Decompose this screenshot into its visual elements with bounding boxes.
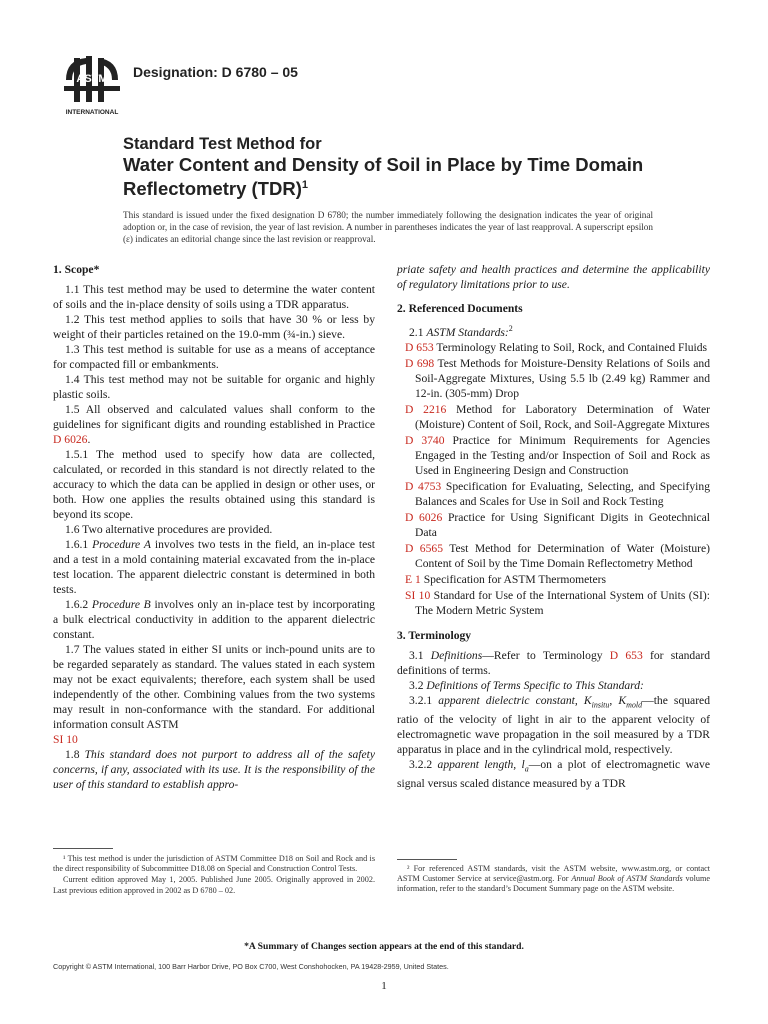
scope-1-6-1-num: 1.6.1 [65, 538, 89, 551]
scope-1-7-text: 1.7 The values stated in either SI units or inch-pound units are to be regarded separately as standard. The values stated in each system may not be exact equivalents; therefore, each system shall be used independently of the other. Combining values from the two systems may result in non-conformance with the standard. For additional information consult ASTM [53, 643, 375, 731]
scope-1-8-text: This standard does not purport to address all of the safety concerns, if any, associated with its use. It is the responsibility of the user of this standard to establish appro- [53, 748, 375, 791]
scope-heading: 1. Scope* [53, 263, 100, 276]
reference-title: Test Method for Determination of Water (Moisture) Content of Soil by the Time Domain Reflectometry Method [415, 541, 710, 570]
scope-1-6: 1.6 Two alternative procedures are provided. [65, 523, 273, 536]
ref-sub-sup: 2 [508, 324, 513, 333]
standard-notice: This standard is issued under the fixed designation D 6780; the number immediately following the designation indicates the year of original adoption or, in the case of revision, the year of last revision. A number in parentheses indicates the year of last reapproval. A superscript epsilon (ε) indicates an editorial change since the last revision or reapproval. [123, 210, 653, 244]
reference-list [397, 340, 710, 618]
term-3-1-text: —Refer to Terminology [482, 648, 603, 662]
reference-code-link[interactable]: D 653 [405, 340, 434, 354]
footnote-2-italic: Annual Book of ASTM Standards [571, 874, 683, 884]
reference-title: Terminology Relating to Soil, Rock, and Contained Fluids [436, 340, 708, 354]
procedure-b-label: Procedure B [91, 598, 151, 611]
reference-code-link[interactable]: D 6565 [405, 541, 443, 555]
term-3-2-1-num: 3.2.1 [409, 693, 433, 707]
reference-item [397, 572, 710, 587]
scope-1-5-1: 1.5.1 The method used to specify how data are collected, calculated, or recorded in this standard is not directly related to the accuracy to which the data can be applied in design or other uses, or both. How one applies the results obtained using this standard is beyond its scope. [53, 448, 375, 521]
scope-1-8-num: 1.8 [65, 748, 80, 761]
reference-code-link[interactable]: D 4753 [405, 479, 442, 493]
scope-1-6-1-text: involves two tests in the field, an in-place test and a test in a mold containing material excavated from the in-place test location. The apparent dielectric constant is determined in both tests. [53, 538, 376, 596]
astm-standards-subheading [397, 321, 710, 340]
title-line1: Standard Test Method for [123, 135, 322, 153]
page-number: 1 [381, 980, 387, 992]
scope-1-7 [53, 642, 375, 747]
footnote-1-edition: Current edition approved May 1, 2005. Published June 2005. Originally approved in 2002. Last previous edition approved in 2002 as D 6780 – 02. [53, 875, 375, 895]
astm-logo [60, 52, 124, 118]
reference-title: Practice for Minimum Requirements for Agencies Engaged in the Testing and/or Inspection of Soil and Rock as Used in Engineering Design and Construction [415, 433, 710, 477]
term-3-1 [397, 648, 710, 678]
logo-text: ASTM [76, 73, 108, 85]
term-3-2-num: 3.2 [409, 678, 424, 692]
title-footnote-mark: 1 [301, 179, 308, 191]
reference-code-link[interactable]: D 2216 [405, 402, 447, 416]
term-3-2-label: Definitions of Terms Specific to This Standard: [426, 678, 644, 692]
term-3-2-1-term: apparent dielectric constant, [438, 693, 578, 707]
reference-title: Test Methods for Moisture-Density Relations of Soils and Soil-Aggregate Mixtures, Using 5.5 lb (2.49 kg) Rammer and 12-in. (305-mm) Drop [415, 356, 710, 400]
procedure-a-label: Procedure A [92, 538, 151, 551]
scope-1-8 [53, 747, 375, 792]
scope-1-5 [53, 402, 375, 447]
footnote-2-text-a: ² For referenced ASTM standards, visit the ASTM website, www.astm.org, or contact ASTM Customer Service at service@astm.org. For [397, 864, 710, 884]
ref-sub-label: ASTM Standards: [426, 325, 509, 339]
summary-of-changes-note: *A Summary of Changes section appears at the end of this standard. [244, 941, 524, 952]
reference-item [397, 340, 710, 355]
logo-subtext: INTERNATIONAL [65, 109, 119, 116]
footnote-2 [397, 864, 710, 895]
copyright: Copyright © ASTM International, 100 Barr Harbor Drive, PO Box C700, West Conshohocken, PA 19428-2959, United States. [53, 962, 449, 971]
footnote-1 [53, 854, 375, 896]
term-3-1-label: Definitions [430, 648, 483, 662]
reference-title: Practice for Using Significant Digits in Geotechnical Data [415, 510, 710, 539]
reference-title: Standard for Use of the International System of Units (SI): The Modern Metric System [415, 588, 710, 617]
scope-1-6-2-text: involves only an in-place test by incorporating a bulk electrical conductivity in addition to the apparent dielectric constant. [53, 598, 375, 641]
reference-item [397, 433, 710, 478]
reference-code-link[interactable]: SI 10 [405, 588, 431, 602]
document-title [123, 154, 683, 199]
footnote-rule-left [53, 848, 113, 849]
footnote-rule-right [397, 859, 457, 860]
term-3-1-end: for standard definitions of terms. [397, 648, 710, 677]
term-3-2 [397, 678, 710, 693]
term-3-2-2-text: —on a plot of electromagnetic wave signal versus scaled distance measured by a TDR [397, 758, 710, 791]
scope-1-5-text: 1.5 All observed and calculated values shall conform to the guidelines for significant digits and rounding established in Practice [53, 403, 375, 431]
reference-title: Method for Laboratory Determination of Water (Moisture) Content of Soil, Rock, and Soil-Aggregate Mixtures [415, 402, 710, 431]
title-main-text: Water Content and Density of Soil in Place by Time Domain Reflectometry (TDR) [123, 154, 644, 200]
scope-1-3: 1.3 This test method is suitable for use as a means of acceptance for compacted fill or embankments. [53, 343, 375, 371]
reference-item [397, 541, 710, 571]
reference-code-link[interactable]: D 3740 [405, 433, 445, 447]
k-insitu-symbol: $K_{insitu}$ [583, 693, 610, 710]
reference-item [397, 510, 710, 540]
term-3-2-2-term: apparent length, [437, 758, 517, 772]
title-block [123, 135, 683, 199]
footnote-1-text: ¹ This test method is under the jurisdiction of ASTM Committee D18 on Soil and Rock and is the direct responsibility of Subcommittee D18.08 on Special and Construction Control Tests. [53, 854, 375, 874]
link-si10[interactable]: SI 10 [53, 733, 78, 746]
link-d6026[interactable]: D 6026 [53, 433, 88, 446]
term-3-2-2-num: 3.2.2 [409, 758, 433, 772]
reference-item [397, 402, 710, 432]
reference-title: Specification for ASTM Thermometers [423, 572, 607, 586]
reference-code-link[interactable]: E 1 [405, 572, 421, 586]
scope-1-2: 1.2 This test method applies to soils that have 30 % or less by weight of their particles retained on the 19.0-mm (¾-in.) sieve. [53, 313, 375, 341]
scope-1-5-end: . [87, 433, 91, 446]
ref-sub-num: 2.1 [409, 325, 424, 339]
scope-1-6-2 [53, 597, 375, 642]
term-3-2-2 [397, 757, 710, 791]
k-mold-symbol: $K_{mold}$ [618, 693, 643, 710]
scope-1-4: 1.4 This test method may not be suitable for organic and highly plastic soils. [53, 373, 375, 401]
term-3-1-num: 3.1 [409, 648, 424, 662]
link-d653[interactable]: D 653 [609, 648, 643, 662]
term-3-2-1: 3.2.1 apparent dielectric constant, $K_{insitu}$, $K_{mold}—the$ squared ratio of the velocity of light in air to the apparent velocity of electromagnetic wave propagation in the soil measured by a TDR apparatus in place and in the cylindrical mold, respectively. [397, 693, 710, 757]
scope-1-6-2-num: 1.6.2 [65, 598, 89, 611]
scope-1-1: 1.1 This test method may be used to determine the water content of soils and the in-place density of soils using a TDR apparatus. [53, 283, 375, 311]
term-3-2-1-text: —the squared ratio of the velocity of light in air to the apparent velocity of electromagnetic wave propagation in the soil measured by a TDR apparatus in place and in the cylindrical mold, respectively. [397, 693, 710, 757]
reference-code-link[interactable]: D 6026 [405, 510, 443, 524]
footnote-2-text-b: volume information, refer to the standard’s Document Summary page on the ASTM website. [397, 874, 711, 894]
scope-1-6-1 [53, 537, 375, 597]
left-column [53, 262, 375, 792]
reference-item [397, 588, 710, 618]
right-column [397, 262, 710, 791]
terminology-heading: 3. Terminology [397, 628, 472, 642]
referenced-documents-heading: 2. Referenced Documents [397, 302, 523, 315]
la-symbol: $l_a$ [521, 758, 529, 774]
scope-1-8-continued: priate safety and health practices and determine the applicability of regulatory limitations prior to use. [397, 263, 710, 291]
reference-code-link[interactable]: D 698 [405, 356, 435, 370]
reference-item [397, 479, 710, 509]
designation: Designation: D 6780 – 05 [133, 64, 298, 80]
reference-title: Specification for Evaluating, Selecting, and Specifying Balances and Scales for Use in Soil and Rock Testing [415, 479, 710, 508]
reference-item [397, 356, 710, 401]
